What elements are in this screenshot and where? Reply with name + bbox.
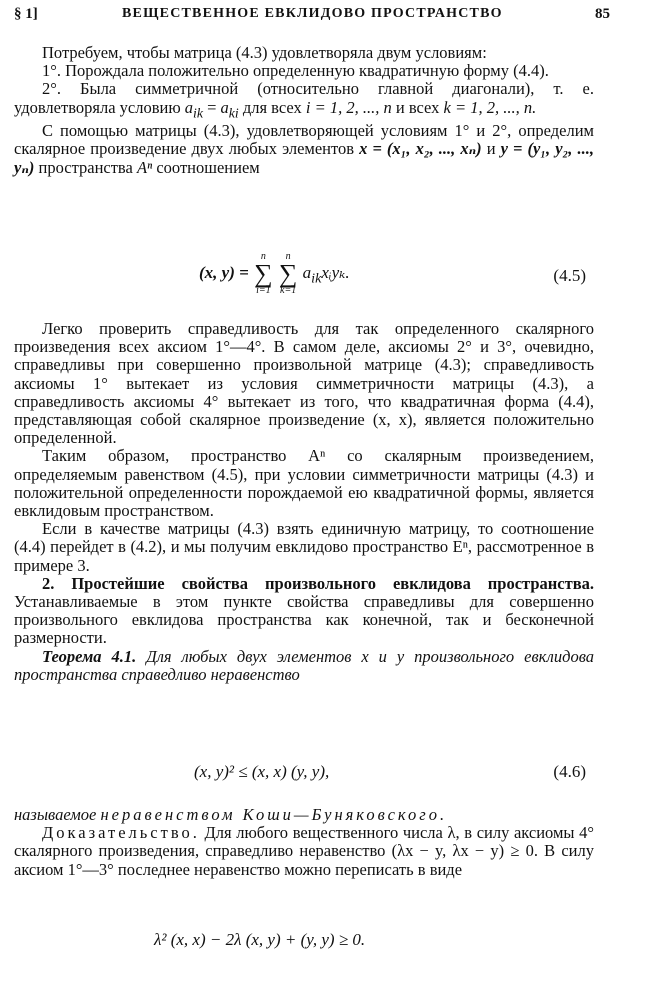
spaced-term: неравенством Коши—Буняковского. <box>100 805 448 824</box>
math: a <box>184 97 194 117</box>
paragraph <box>14 80 594 122</box>
formula-expression: (x, y)² ≤ (x, x) (y, y), <box>194 762 330 781</box>
formula-term: a <box>302 262 312 282</box>
theorem-statement: Для любых двух элементов x и y произвольного евклидова пространства справедливо неравенство <box>14 646 594 684</box>
math: x = (x₁, x₂, ..., xₙ) <box>359 139 482 159</box>
text-run: пространства <box>34 157 137 177</box>
sum-upper-limit: n <box>260 251 266 262</box>
sum-symbol <box>279 252 298 296</box>
text-block-3 <box>14 806 594 879</box>
equation-number: (4.5) <box>553 266 586 285</box>
text-run: Для любого вещественного числа λ, в силу аксиомы 4° скалярного произведения, справедливо неравенство (λx − y, λx − y) ≥ 0. В силу аксиом 1°—3° последнее неравенство можно переписать в виде <box>14 823 594 879</box>
math: k = 1, 2, ..., n. <box>443 97 537 117</box>
formula-4-5 <box>14 252 594 300</box>
math: i = 1, 2, ..., n <box>305 97 392 117</box>
theorem-label: Теорема 4.1. <box>42 646 137 666</box>
formula-subscript: ik <box>311 270 322 287</box>
paragraph: 1°. Порождала положительно определенную квадратичную форму (4.4). <box>42 61 549 81</box>
sum-symbol <box>254 252 273 296</box>
paragraph: Потребуем, чтобы матрица (4.3) удовлетворяла двум условиям: <box>42 43 487 62</box>
text-run: Устанавливаемые в этом пункте свойства справедливы для совершенно произвольного евклидова пространства как конечной, так и бесконечной размерности. <box>14 592 594 648</box>
sum-upper-limit: n <box>285 251 291 262</box>
sigma-glyph: ∑ <box>254 259 273 288</box>
formula-expression: λ² (x, x) − 2λ (x, y) + (y, y) ≥ 0. <box>154 930 366 949</box>
math: y = (y₁, y₂, ..., yₙ) <box>14 139 594 177</box>
math: a <box>220 97 229 117</box>
formula-lhs: (x, y) = <box>199 262 249 282</box>
sigma-glyph: ∑ <box>278 259 298 288</box>
running-title: ВЕЩЕСТВЕННОЕ ЕВКЛИДОВО ПРОСТРАНСТВО <box>122 6 503 21</box>
section-marker: § 1] <box>14 6 38 22</box>
subsection-heading: 2. Простейшие свойства произвольного евклидова пространства. <box>42 573 594 593</box>
sum-lower-limit: i=1 <box>256 285 271 296</box>
formula-4-7 <box>14 930 594 954</box>
text-run: и <box>481 139 501 159</box>
text-run: 2°. Была симметричной (относительно главной диагонали), т. е. удовлетворяла условию <box>14 79 594 117</box>
math-subscript: ik <box>193 104 203 120</box>
paragraph: Таким образом, пространство Aⁿ со скалярным произведением, определяемым равенством (4.5), при условии симметричности матрицы (4.3) и положительной определенности порождаемой ею квадратичной формы, является евклидовым пространством. <box>14 446 594 521</box>
paragraph <box>14 806 594 824</box>
proof-label: Доказательство. <box>42 823 200 843</box>
page-number: 85 <box>595 6 610 22</box>
paragraph: Если в качестве матрицы (4.3) взять единичную матрицу, то соотношение (4.4) перейдет в (4.2), и мы получим евклидово пространство Eⁿ, рассмотренное в примере 3. <box>14 519 594 575</box>
formula-4-6 <box>14 762 594 786</box>
running-header <box>14 6 610 26</box>
paragraph <box>14 648 594 684</box>
formula-expression <box>199 252 350 296</box>
sum-lower-limit: k=1 <box>280 285 297 296</box>
paragraph: Легко проверить справедливость для так определенного скалярного произведения всех аксиом 1°—4°. В самом деле, аксиомы 2° и 3°, очевидно, справедливы при совершенно произвольной матрице (4.3); справедливость аксиомы 1° вытекает из условия симметричности матрицы (4.3), а справедливость аксиомы 4° вытекает из того, что квадратичная форма (4.4), представляющая собой скалярное произведение (x, x), является положительно определенной. <box>14 319 594 448</box>
text-run: = <box>202 97 221 117</box>
paragraph <box>14 122 594 177</box>
text-run: соотношением <box>152 157 260 177</box>
equation-number: (4.6) <box>553 762 586 781</box>
math-subscript: ki <box>228 104 239 120</box>
formula-term: xᵢyₖ. <box>321 262 350 282</box>
paragraph <box>14 575 594 648</box>
text-block-2 <box>14 320 594 684</box>
text-run: С помощью матрицы (4.3), удовлетворяющей условиям 1° и 2°, определим скалярное произведение двух любых элементов <box>14 121 594 159</box>
text-block-1 <box>14 44 594 177</box>
math: Aⁿ <box>136 157 153 177</box>
text-run: для всех <box>238 97 306 117</box>
text-run: называемое <box>14 805 101 824</box>
text-run: и всех <box>391 97 444 117</box>
paragraph <box>14 824 594 879</box>
